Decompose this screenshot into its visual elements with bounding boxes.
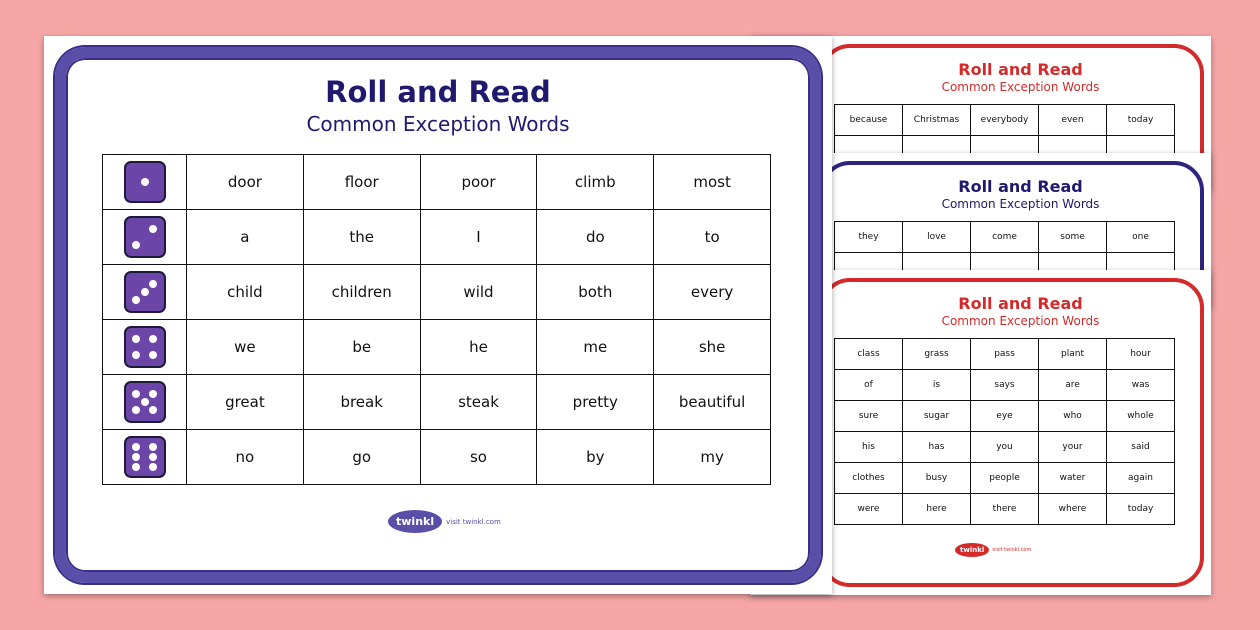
word-cell: be xyxy=(303,320,420,375)
word-cell: beautiful xyxy=(654,375,771,430)
word-cell: there xyxy=(971,494,1039,525)
word-cell: today xyxy=(1107,494,1175,525)
table-row xyxy=(835,401,1175,432)
table-row xyxy=(835,222,1175,253)
word-cell: to xyxy=(654,210,771,265)
die-pip xyxy=(149,390,157,398)
die-cell xyxy=(103,210,187,265)
die-pip xyxy=(149,335,157,343)
die-pip xyxy=(149,225,157,233)
twinkl-url: visit twinkl.com xyxy=(446,517,501,526)
word-cell: no xyxy=(187,430,304,485)
word-cell: my xyxy=(654,430,771,485)
word-cell: he xyxy=(420,320,537,375)
die-pip xyxy=(132,335,140,343)
die-cell xyxy=(103,265,187,320)
die-face-3-icon xyxy=(124,271,166,313)
word-cell: was xyxy=(1107,370,1175,401)
word-cell: plant xyxy=(1039,339,1107,370)
word-cell: a xyxy=(187,210,304,265)
table-row xyxy=(103,430,771,485)
word-cell: were xyxy=(835,494,903,525)
word-cell: is xyxy=(903,370,971,401)
word-cell: go xyxy=(303,430,420,485)
word-cell: people xyxy=(971,463,1039,494)
worksheet-subtitle: Common Exception Words xyxy=(306,112,570,136)
word-cell: busy xyxy=(903,463,971,494)
roll-and-read-table xyxy=(102,154,771,485)
word-cell: floor xyxy=(303,155,420,210)
word-cell: we xyxy=(187,320,304,375)
die-cell xyxy=(103,320,187,375)
die-face-5-icon xyxy=(124,381,166,423)
word-cell: your xyxy=(1039,432,1107,463)
twinkl-url: visit twinkl.com xyxy=(992,547,1032,553)
word-cell: eye xyxy=(971,401,1039,432)
die-pip xyxy=(141,178,149,186)
die-face-2-icon xyxy=(124,216,166,258)
worksheet-title: Roll and Read xyxy=(958,177,1083,196)
word-cell: class xyxy=(835,339,903,370)
word-cell: grass xyxy=(903,339,971,370)
table-row xyxy=(835,432,1175,463)
die-pip xyxy=(132,453,140,461)
die-pip xyxy=(149,280,157,288)
word-cell: sugar xyxy=(903,401,971,432)
word-cell: pass xyxy=(971,339,1039,370)
twinkl-logo-badge: twinkl xyxy=(388,510,442,533)
word-cell: today xyxy=(1107,105,1175,136)
word-cell: great xyxy=(187,375,304,430)
die-pip xyxy=(132,406,140,414)
word-cell: climb xyxy=(537,155,654,210)
die-cell xyxy=(103,430,187,485)
word-cell: whole xyxy=(1107,401,1175,432)
word-cell: both xyxy=(537,265,654,320)
word-cell: his xyxy=(835,432,903,463)
word-cell: because xyxy=(835,105,903,136)
die-pip xyxy=(132,296,140,304)
word-cell: every xyxy=(654,265,771,320)
word-cell: child xyxy=(187,265,304,320)
table-row xyxy=(103,155,771,210)
die-pip xyxy=(141,288,149,296)
word-cell: here xyxy=(903,494,971,525)
die-pip xyxy=(149,406,157,414)
table-row xyxy=(835,463,1175,494)
word-cell: Christmas xyxy=(903,105,971,136)
word-cell: love xyxy=(903,222,971,253)
die-pip xyxy=(132,390,140,398)
table-row xyxy=(835,370,1175,401)
worksheet-subtitle: Common Exception Words xyxy=(941,197,1100,211)
worksheet-subtitle: Common Exception Words xyxy=(941,314,1100,328)
word-cell: has xyxy=(903,432,971,463)
word-cell: steak xyxy=(420,375,537,430)
die-pip xyxy=(141,398,149,406)
word-cell: one xyxy=(1107,222,1175,253)
word-cell: come xyxy=(971,222,1039,253)
word-cell: says xyxy=(971,370,1039,401)
die-pip xyxy=(149,443,157,451)
die-pip xyxy=(132,351,140,359)
die-cell xyxy=(103,375,187,430)
word-cell: said xyxy=(1107,432,1175,463)
die-pip xyxy=(149,463,157,471)
die-pip xyxy=(132,463,140,471)
word-cell: I xyxy=(420,210,537,265)
worksheet-title: Roll and Read xyxy=(325,75,551,109)
table-row xyxy=(103,320,771,375)
word-cell: they xyxy=(835,222,903,253)
word-cell: again xyxy=(1107,463,1175,494)
word-cell: most xyxy=(654,155,771,210)
die-face-6-icon xyxy=(124,436,166,478)
table-row xyxy=(103,265,771,320)
word-cell: where xyxy=(1039,494,1107,525)
twinkl-logo-badge: twinkl xyxy=(955,543,989,557)
word-cell: hour xyxy=(1107,339,1175,370)
twinkl-logo xyxy=(388,510,501,533)
die-face-4-icon xyxy=(124,326,166,368)
twinkl-logo xyxy=(955,543,1031,557)
word-cell: she xyxy=(654,320,771,375)
word-cell: by xyxy=(537,430,654,485)
word-cell: children xyxy=(303,265,420,320)
word-cell: wild xyxy=(420,265,537,320)
word-cell: sure xyxy=(835,401,903,432)
word-cell: pretty xyxy=(537,375,654,430)
die-pip xyxy=(149,351,157,359)
die-cell xyxy=(103,155,187,210)
word-cell: everybody xyxy=(971,105,1039,136)
word-cell: water xyxy=(1039,463,1107,494)
word-cell: door xyxy=(187,155,304,210)
table-row xyxy=(103,375,771,430)
word-table xyxy=(834,338,1175,525)
die-pip xyxy=(132,241,140,249)
word-cell: some xyxy=(1039,222,1107,253)
word-cell: even xyxy=(1039,105,1107,136)
word-cell: poor xyxy=(420,155,537,210)
main-worksheet xyxy=(44,36,832,594)
word-cell: are xyxy=(1039,370,1107,401)
die-pip xyxy=(132,443,140,451)
word-cell: of xyxy=(835,370,903,401)
table-row xyxy=(103,210,771,265)
die-face-1-icon xyxy=(124,161,166,203)
table-row xyxy=(835,494,1175,525)
table-row xyxy=(835,105,1175,136)
worksheet-subtitle: Common Exception Words xyxy=(941,80,1100,94)
table-row xyxy=(835,339,1175,370)
word-cell: do xyxy=(537,210,654,265)
die-pip xyxy=(149,453,157,461)
word-cell: clothes xyxy=(835,463,903,494)
word-cell: me xyxy=(537,320,654,375)
word-cell: you xyxy=(971,432,1039,463)
word-cell: the xyxy=(303,210,420,265)
worksheet-title: Roll and Read xyxy=(958,294,1083,313)
word-cell: break xyxy=(303,375,420,430)
word-cell: so xyxy=(420,430,537,485)
word-cell: who xyxy=(1039,401,1107,432)
worksheet-title: Roll and Read xyxy=(958,60,1083,79)
